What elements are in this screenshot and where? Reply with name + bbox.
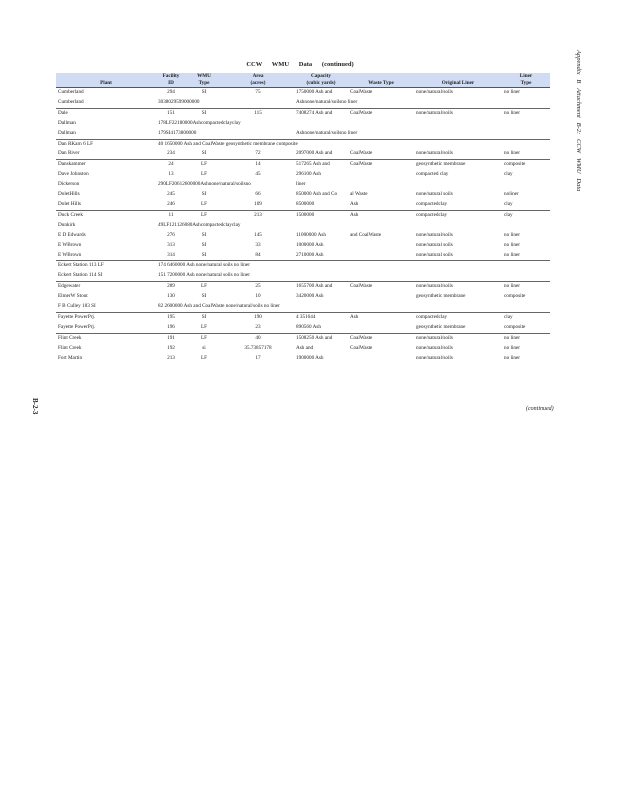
cell-merged-rest: [294, 139, 550, 149]
cell-area: 14: [222, 160, 294, 170]
cell-waste-type: [388, 333, 414, 343]
cell-liner-type: no liner: [504, 354, 520, 361]
cell-waste-type: [388, 292, 414, 302]
cell-merged-rest: [294, 271, 550, 281]
cell-wmu-type: SI: [201, 293, 207, 300]
cell-capacity: 1508250 Ash and: [294, 333, 348, 343]
cell-waste: [348, 170, 388, 180]
cell-waste-type: [388, 344, 414, 354]
cell-original-liner: none/natural/soils: [416, 344, 453, 351]
cell-plant: Edgewater: [56, 282, 156, 292]
cell-facility-id: 294: [156, 88, 186, 98]
header-liner-type-line2: Type: [502, 80, 550, 88]
cell-area: 66: [255, 191, 261, 198]
cell-area: 84: [255, 251, 261, 258]
table-row: [56, 200, 550, 210]
cell-waste-type: [388, 170, 414, 180]
cell-area: 33: [255, 241, 261, 248]
cell-area: 35.73857178: [244, 344, 272, 351]
cell-capacity: 2097000 Ash and: [296, 150, 333, 157]
cell-capacity: 8500000: [296, 200, 315, 207]
table-row: [56, 251, 550, 261]
cell-capacity: 850000 Ash and Co: [296, 191, 338, 198]
cell-original-liner: none/natural/soils: [416, 150, 453, 157]
cell-wmu-type: LF: [200, 171, 208, 178]
cell-original-liner: none/natural/soils: [414, 88, 502, 98]
page-title: CCW WMU Data (continued): [246, 61, 354, 68]
cell-facility-id: 196: [167, 323, 175, 330]
header-plant-spacer: [56, 73, 156, 80]
cell-facility-id: 276: [167, 231, 175, 238]
table-row: [56, 129, 550, 139]
cell-capacity: 1500000: [294, 210, 348, 220]
cell-merged-text: 174 6460000 Ash none/natural soils no liner: [156, 261, 294, 271]
cell-original-liner: compactedclay: [414, 312, 502, 322]
cell-original-liner: none/natural/soils: [414, 282, 502, 292]
cell-liner-type: no liner: [504, 241, 520, 248]
cell-wmu-type: LF: [200, 200, 208, 207]
cell-liner-type: composite: [504, 323, 526, 330]
table-row: [56, 241, 550, 251]
cell-merged-text: 3038029599000000: [158, 98, 200, 105]
cell-merged-rest: Ashnone/natural/soilsno liner: [296, 98, 358, 105]
cell-liner-type: no liner: [504, 150, 520, 157]
cell-original-liner: none/natural/soils: [414, 333, 502, 343]
table-row: [56, 98, 550, 108]
side-header: Appendix B Attachment B-2: CCW WMU Data: [575, 50, 582, 192]
table-row: [56, 170, 550, 180]
cell-merged-text: 179SI4173800000: [158, 129, 197, 136]
cell-liner-type: clay: [504, 200, 513, 207]
cell-original-liner: none/natural soils: [416, 251, 453, 258]
cell-wmu-type: SI: [201, 251, 207, 258]
cell-waste: al Waste: [350, 191, 368, 198]
cell-waste: [348, 354, 388, 364]
cell-waste: CoalWaste: [348, 282, 388, 292]
cell-facility-id: 314: [167, 251, 175, 258]
cell-plant: DoletHills: [58, 191, 80, 198]
table-row: [56, 354, 550, 364]
cell-area: 23: [255, 323, 261, 330]
cell-facility-id: 11: [156, 210, 186, 220]
cell-original-liner: compacted clay: [416, 171, 449, 178]
cell-waste-type: [388, 312, 414, 322]
cell-merged-rest: liner: [296, 181, 306, 188]
cell-capacity: 4 351644: [294, 312, 348, 322]
table-row: [56, 333, 550, 343]
cell-plant: Flint Creek: [58, 344, 82, 351]
table-header: [56, 73, 550, 88]
cell-liner-type: no liner: [504, 251, 520, 258]
cell-facility-id: 246: [167, 200, 175, 207]
cell-facility-id: 313: [167, 241, 175, 248]
table-row: [56, 231, 550, 241]
cell-area: 40: [222, 333, 294, 343]
continued-note: (continued): [526, 406, 554, 412]
cell-merged-rest: [294, 302, 550, 312]
cell-waste: CoalWaste: [348, 160, 388, 170]
table-row: [56, 88, 550, 98]
cell-plant: Dolet Hills: [58, 200, 81, 207]
cell-waste-type: [388, 108, 414, 118]
ccw-wmu-table: [56, 73, 550, 363]
cell-wmu-type: si: [202, 344, 206, 351]
table-row: [56, 119, 550, 129]
cell-plant: ElmerW Stout: [58, 293, 88, 300]
header-capacity-line1: Capacity: [294, 73, 348, 80]
cell-waste-type: [388, 149, 414, 159]
cell-original-liner: none/natural/soils: [416, 354, 453, 361]
header-waste-type: Waste Type: [348, 80, 414, 88]
cell-waste: CoalWaste: [350, 344, 373, 351]
header-wmu-type-line2: Type: [186, 80, 222, 88]
table-row: [56, 221, 550, 231]
table-row: [56, 261, 550, 271]
cell-waste: and CoalWaste: [350, 231, 382, 238]
cell-capacity: 890560 Ash: [296, 323, 321, 330]
cell-waste: [348, 292, 388, 302]
table-row: [56, 190, 550, 200]
header-capacity-line2: (cubic yards): [294, 80, 348, 88]
cell-wmu-type: LF: [186, 333, 222, 343]
header-area-line1: Area: [222, 73, 294, 80]
cell-waste-type: [388, 354, 414, 364]
table-row: [56, 292, 550, 302]
table-row: [56, 139, 550, 149]
cell-original-liner: none/natural/soils: [416, 231, 453, 238]
cell-liner-type: composite: [504, 293, 526, 300]
cell-merged-rest: [294, 221, 550, 231]
cell-merged-rest: [294, 119, 550, 129]
cell-plant: E D Edwards: [58, 231, 86, 238]
table-row: [56, 160, 550, 170]
table-row: [56, 323, 550, 333]
cell-merged-rest: Ashnone/natural/soilsno liner: [296, 129, 358, 136]
cell-waste: [348, 323, 388, 333]
cell-waste: [348, 241, 388, 251]
cell-waste-type: [388, 231, 414, 241]
cell-liner-type: no liner: [502, 88, 550, 98]
cell-wmu-type: SI: [201, 150, 207, 157]
cell-waste: Ash: [348, 210, 388, 220]
cell-liner-type: clay: [502, 210, 550, 220]
cell-plant: Duck Creek: [56, 210, 156, 220]
cell-capacity: 1000000 Ash: [296, 241, 324, 248]
cell-wmu-type: LF: [200, 354, 208, 361]
cell-plant: E WBrown: [58, 251, 82, 258]
cell-original-liner: geosynthetic membrane: [416, 293, 466, 300]
cell-liner-type: no liner: [502, 333, 550, 343]
table-row: [56, 108, 550, 118]
cell-original-liner: geosynthetic membrane: [414, 160, 502, 170]
cell-liner-type: composite: [502, 160, 550, 170]
cell-original-liner: geosynthetic membrane: [416, 323, 466, 330]
cell-facility-id: 24: [156, 160, 186, 170]
cell-merged-text: 40 1650000 Ash and CoalWaste geosynthetic membrane composite: [156, 139, 294, 149]
table-row: [56, 282, 550, 292]
cell-liner-type: clay: [502, 312, 550, 322]
cell-capacity: 7408274 Ash and: [294, 108, 348, 118]
header-original-liner: Original Liner: [414, 80, 502, 88]
cell-capacity: 1655700 Ash and: [294, 282, 348, 292]
cell-plant: F B Culley 183 SI: [58, 303, 96, 310]
cell-plant: Dallman: [58, 119, 76, 126]
cell-plant: Eckert Station 114 SI: [58, 272, 103, 279]
cell-waste: CoalWaste: [350, 150, 373, 157]
cell-wmu-type: SI: [201, 231, 207, 238]
table-row: [56, 302, 550, 312]
cell-capacity: 1750000 Ash and: [294, 88, 348, 98]
cell-waste: [348, 251, 388, 261]
cell-area: 72: [255, 150, 261, 157]
cell-capacity: 2710000 Ash: [296, 251, 324, 258]
cell-facility-id: 245: [167, 191, 175, 198]
cell-area: 115: [222, 108, 294, 118]
cell-facility-id: 289: [156, 282, 186, 292]
cell-facility-id: 213: [167, 354, 175, 361]
cell-plant: Cumberland: [56, 88, 156, 98]
cell-plant: Dan RKarn 6 LF: [56, 139, 156, 149]
cell-liner-type: clay: [504, 171, 513, 178]
cell-waste: CoalWaste: [348, 333, 388, 343]
cell-wmu-type: LF: [186, 160, 222, 170]
header-waste-spacer: [348, 73, 388, 80]
header-plant: Plant: [56, 80, 156, 88]
table-row: [56, 149, 550, 159]
table-row: [56, 312, 550, 322]
cell-capacity: 11000000 Ash: [296, 231, 326, 238]
cell-area: 190: [222, 312, 294, 322]
cell-capacity: 517265 Ash and: [294, 160, 348, 170]
cell-plant: Danskammer: [56, 160, 156, 170]
cell-liner-type: noliner: [504, 191, 519, 198]
cell-merged-rest: [294, 261, 550, 271]
cell-area: 109: [254, 200, 262, 207]
cell-wmu-type: SI: [201, 241, 207, 248]
cell-waste-type: [388, 282, 414, 292]
cell-original-liner: compactedclay: [416, 200, 448, 207]
cell-wmu-type: LF: [186, 282, 222, 292]
cell-waste-type: [388, 160, 414, 170]
cell-capacity: 1900000 Ash: [296, 354, 324, 361]
cell-facility-id: 195: [156, 312, 186, 322]
cell-wmu-type: LF: [186, 210, 222, 220]
cell-waste-type: [388, 323, 414, 333]
cell-plant: Dave Johnston: [58, 171, 89, 178]
cell-facility-id: 130: [167, 293, 175, 300]
cell-waste: Ash: [348, 312, 388, 322]
cell-plant: Flint Creek: [56, 333, 156, 343]
header-facility-id-line2: ID: [156, 80, 186, 88]
cell-plant: Dickerson: [58, 181, 80, 188]
cell-original-liner: none/natural/soils: [414, 108, 502, 118]
cell-waste-type: [388, 241, 414, 251]
cell-liner-type: no liner: [504, 231, 520, 238]
cell-plant: E WBrown: [58, 241, 82, 248]
cell-plant: Dale: [56, 108, 156, 118]
cell-capacity: 296100 Ash: [296, 171, 321, 178]
cell-area: 10: [255, 293, 261, 300]
cell-plant: Dan River: [58, 150, 80, 157]
cell-wmu-type: SI: [201, 191, 207, 198]
cell-facility-id: 192: [167, 344, 175, 351]
cell-plant: Fayette PowerPrj.: [56, 312, 156, 322]
cell-plant: Eckert Station 113 LF: [56, 261, 156, 271]
cell-merged-text: 49LF121126080Ashcompactedclayclay: [158, 221, 241, 228]
cell-original-liner: none/natural soils: [416, 191, 453, 198]
cell-waste-type: [388, 190, 414, 200]
cell-plant: Fort Martin: [58, 354, 83, 361]
cell-waste-type: [388, 210, 414, 220]
cell-plant: Fayette PowerPrj.: [58, 323, 96, 330]
cell-waste-type: [388, 251, 414, 261]
table-row: [56, 180, 550, 190]
cell-facility-id: 234: [167, 150, 175, 157]
cell-waste: Ash: [350, 200, 359, 207]
table-body: [56, 88, 550, 364]
header-facility-id-line1: Facility: [156, 73, 186, 80]
cell-wmu-type: SI: [186, 88, 222, 98]
cell-facility-id: 191: [156, 333, 186, 343]
cell-capacity: Ash and: [296, 344, 314, 351]
cell-waste: CoalWaste: [348, 88, 388, 98]
cell-liner-type: no liner: [502, 282, 550, 292]
cell-area: 75: [222, 88, 294, 98]
table-row: [56, 210, 550, 220]
cell-merged-text: 151 7200000 Ash none/natural soils no liner: [158, 272, 250, 279]
cell-facility-id: 151: [156, 108, 186, 118]
header-type-spacer: [388, 73, 414, 80]
header-wmu-type-line1: WMU: [186, 73, 222, 80]
cell-merged-text: 82 2600000 Ash and CoalWaste none/natural/soils no liner: [158, 303, 280, 310]
header-liner-type-line1: Liner: [502, 73, 550, 80]
cell-liner-type: no liner: [504, 344, 520, 351]
cell-waste-type: [388, 200, 414, 210]
cell-merged-text: 178LF22180000Ashcompactedclayclay: [158, 119, 241, 126]
cell-original-liner: compactedclay: [414, 210, 502, 220]
cell-waste-type: [388, 88, 414, 98]
table-row: [56, 344, 550, 354]
cell-liner-type: no liner: [502, 108, 550, 118]
cell-merged-text: 290LF20612600000Ashnone/natural/soilsno: [158, 181, 251, 188]
cell-wmu-type: LF: [200, 323, 208, 330]
cell-original-liner: none/natural soils: [416, 241, 453, 248]
header-oliner-spacer: [414, 73, 502, 80]
cell-plant: Dunkirk: [58, 221, 76, 228]
cell-capacity: 3420000 Ash: [296, 293, 324, 300]
cell-area: 213: [222, 210, 294, 220]
cell-area: 17: [255, 354, 261, 361]
cell-area: 25: [222, 282, 294, 292]
header-area-line2: (acres): [222, 80, 294, 88]
cell-area: 45: [255, 171, 261, 178]
cell-plant: Cumberland: [58, 98, 84, 105]
cell-wmu-type: SI: [186, 312, 222, 322]
cell-area: 145: [254, 231, 262, 238]
cell-wmu-type: SI: [186, 108, 222, 118]
cell-facility-id: 13: [168, 171, 174, 178]
table-row: [56, 271, 550, 281]
cell-waste: CoalWaste: [348, 108, 388, 118]
page-number: B-2-3: [31, 398, 39, 415]
cell-plant: Dallman: [58, 129, 76, 136]
